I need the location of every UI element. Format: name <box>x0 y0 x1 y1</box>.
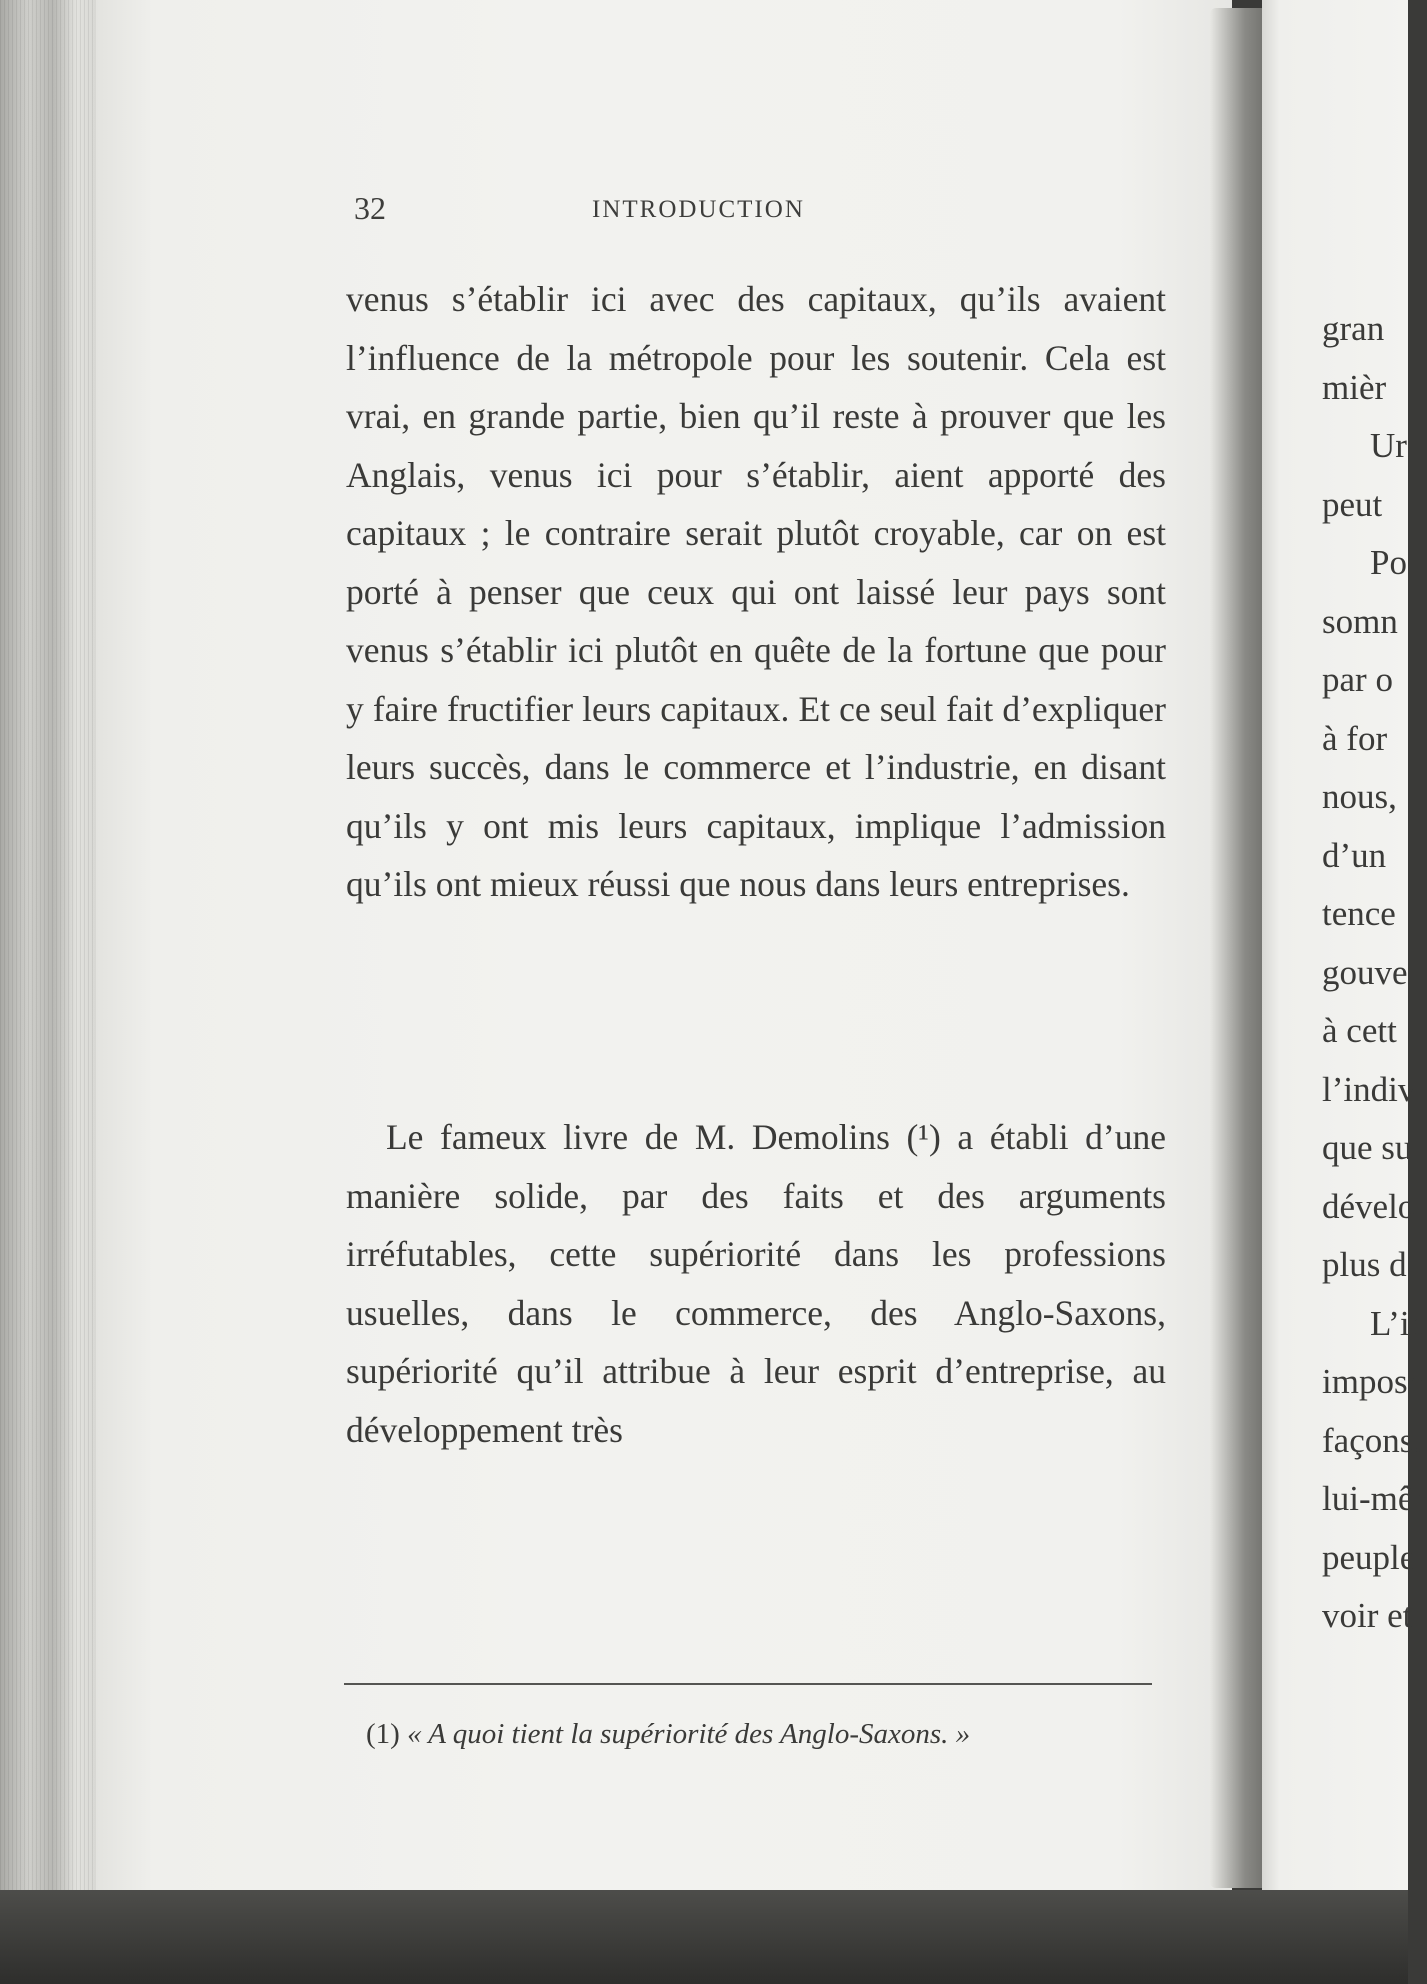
page-stack-edge <box>0 0 96 1890</box>
right-line: Po <box>1370 543 1407 582</box>
right-line: plus d <box>1322 1245 1407 1284</box>
right-line: dévelo <box>1322 1186 1416 1226</box>
right-line: peut <box>1322 484 1383 524</box>
right-line: gran <box>1322 309 1385 348</box>
right-line: d’un <box>1322 835 1387 875</box>
paragraph-1: venus s’établir ici avec des capitaux, qu’ils avaient l’influence de la métropole pour les soutenir. Cela est vrai, en grande partie, bien qu’il reste à prouver que les Anglais, venus ici pour s’établir, aient apporté des capitaux ; le contraire serait plutôt croyable, car on est porté à penser que ceux qui ont laissé leur pays sont venus s’établir ici plutôt en quête de la fortune que pour y faire fructifier leurs capitaux. Et ce seul fait d’expliquer leurs succès, dans le commerce et l’industrie, en disant qu’ils y ont mis leurs capitaux, implique l’admission qu’ils ont mieux réussi que nous dans leurs entreprises. <box>346 279 1166 904</box>
footnote-rule <box>344 1683 1152 1685</box>
right-line: mièr <box>1322 367 1387 407</box>
right-line: L’in <box>1370 1303 1427 1343</box>
right-line: nous, <box>1322 777 1397 816</box>
footnote <box>366 1718 1166 1751</box>
footnote-mark: (1) <box>366 1718 400 1750</box>
right-line: à cett <box>1322 1011 1397 1050</box>
right-line: somn <box>1322 601 1398 641</box>
right-page-text-fragments <box>1322 300 1427 1646</box>
right-line: l’indiv <box>1322 1069 1416 1109</box>
right-line: tence <box>1322 894 1396 933</box>
right-line: voir et <box>1322 1596 1413 1635</box>
right-line: façons. <box>1322 1420 1423 1460</box>
right-line: peuple <box>1322 1537 1416 1577</box>
page-number: 32 <box>354 190 386 226</box>
right-line: à for <box>1322 718 1388 758</box>
right-line: impose <box>1322 1362 1424 1401</box>
right-line: que su <box>1322 1128 1413 1167</box>
right-line: gouve <box>1322 952 1408 992</box>
scan-bottom-border <box>0 1890 1408 1984</box>
footnote-text: « A quoi tient la supériorité des Anglo-Saxons. » <box>407 1718 971 1750</box>
running-title: INTRODUCTION <box>592 196 805 223</box>
book-gutter <box>1210 8 1268 1888</box>
right-line: par o <box>1322 660 1393 699</box>
right-line: Ur <box>1370 426 1407 465</box>
right-line: lui-mêr <box>1322 1479 1426 1518</box>
paragraph-2: Le fameux livre de M. Demolins (¹) a établi d’une manière solide, par des faits et des arguments irréfutables, cette supériorité dans les professions usuelles, dans le commerce, des Anglo-Saxons, supériorité qu’il attribue à leur esprit d’entreprise, au développement très <box>346 1117 1166 1450</box>
page-header <box>352 190 1164 238</box>
